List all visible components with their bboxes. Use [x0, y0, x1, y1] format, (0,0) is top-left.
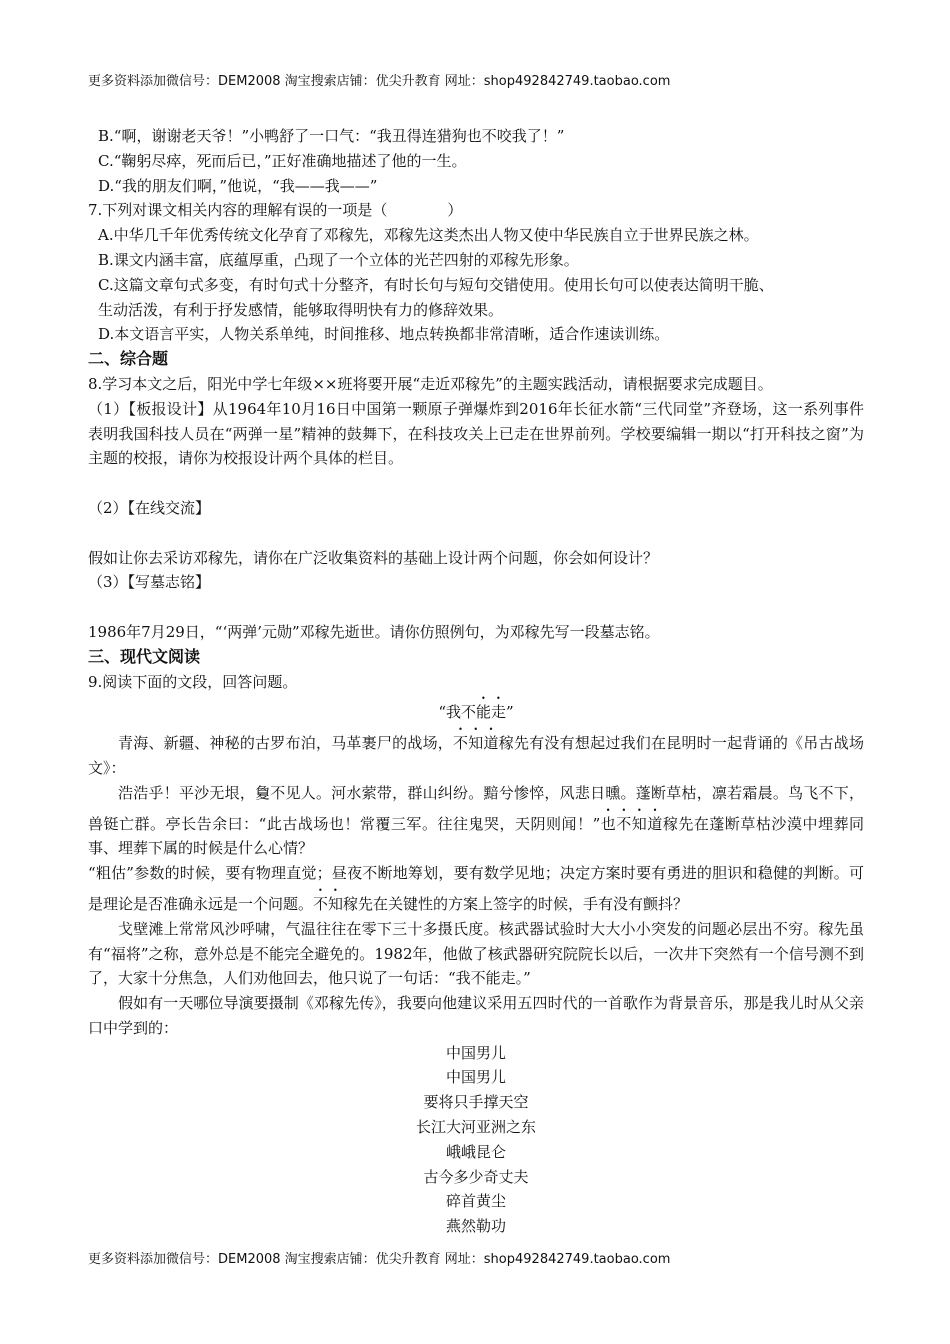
q7-option-c-line2: 生动活泼，有利于抒发感情，能够取得明快有力的修辞效果。 — [98, 300, 504, 319]
q9-stem: 9.阅读下面的文段，回答问题。 — [88, 672, 298, 691]
q7-option-b: B.课文内涵丰富，底蕴厚重，凸现了一个立体的光芒四射的邓稼先形象。 — [98, 250, 579, 269]
passage-paragraph-4: 戈壁滩上常常风沙呼啸，气温往往在零下三十多摄氏度。核武器试验时大大小小突发的问题必层出不穷。稼先虽有“福将”之称，意外总是不能完全避免的。1982年，他做了核武器研究院院长以后，一次井下突然有一个信号测不到了，大家十分焦急，人们劝他回去，他只说了一句话：“我不能走。” — [88, 919, 864, 988]
text-run: 浩浩乎！平沙无垠，敻不见人。河水萦带，群山纠纷。黯兮惨悴，风悲日曛。蓬断草枯，凛若霜晨。鸟飞不下，兽铤亡群。亭长告余曰：“此古战场也！常覆三军。往往鬼哭，天阴则闻！” — [88, 783, 864, 833]
document-body — [88, 124, 864, 1239]
section-heading-3: 三、现代文阅读 — [88, 646, 201, 666]
text-run: 稼先有没有想起过我们在昆明时一起背诵的《吊古战场文》： — [88, 734, 864, 777]
text-run: 青海、新疆、神秘的古罗布泊，马革裹尸的战场， — [118, 734, 454, 753]
lyric-line: 燕然勒功 — [445, 1217, 506, 1236]
text-run: 稼先在蓬断草枯沙漠中埋葬同事、埋葬下属的时候是什么心情？ — [88, 814, 864, 858]
q7-stem: 7.下列对课文相关内容的理解有误的一项是（ ） — [88, 201, 463, 220]
emphasis-run: 不知道 — [453, 734, 499, 753]
passage-paragraph-3 — [88, 861, 864, 917]
section-heading-2: 二、综合题 — [88, 349, 169, 369]
lyric-line: 中国男儿 — [445, 1068, 506, 1087]
q6-option-c: C.“鞠躬尽瘁，死而后已，”正好准确地描述了他的一生。 — [98, 151, 467, 170]
page-header: 更多资料添加微信号：DEM2008 淘宝搜索店铺：优尖升教育 网址：shop492842749.taobao.com — [88, 74, 671, 89]
emphasis-run: 不知 — [313, 894, 344, 913]
title-part: “我不 — [438, 703, 476, 722]
q8-part2-label: （2）【在线交流】 — [88, 498, 211, 517]
passage-paragraph-1 — [88, 725, 864, 781]
lyric-line: 古今多少奇丈夫 — [423, 1167, 529, 1186]
q8-stem: 8.学习本文之后，阳光中学七年级××班将要开展“走近邓稼先”的主题实践活动，请根据要求完成题目。 — [88, 374, 773, 393]
q7-option-c-line1: C.这篇文章句式多变，有时句式十分整齐，有时长句与短句交错使用。使用长句可以使表达简明干脆、 — [98, 275, 774, 294]
q8-part3-label: （3）【写墓志铭】 — [88, 573, 211, 592]
song-lyrics — [88, 1041, 864, 1239]
lyric-line: 中国男儿 — [445, 1043, 506, 1062]
passage-paragraph-5: 假如有一天哪位导演要摄制《邓稼先传》，我要向他建议采用五四时代的一首歌作为背景音乐，那是我儿时从父亲口中学到的： — [88, 994, 864, 1037]
passage-title — [88, 694, 864, 725]
text-run: “粗估”参数的时候，要有物理直觉；昼夜不断地筹划，要有数学见地；决定方案时要有勇进的胆识和稳健的判断。可是理论是否准确永远是一个问题。 — [88, 864, 864, 913]
q8-part3-question: 1986年7月29日，“‘两弹’元勋”邓稼先逝世。请你仿照例句，为邓稼先写一段墓志铭。 — [88, 622, 660, 641]
lyric-line: 长江大河亚洲之东 — [415, 1118, 536, 1137]
page-footer: 更多资料添加微信号：DEM2008 淘宝搜索店铺：优尖升教育 网址：shop492842749.taobao.com — [88, 1252, 671, 1267]
text-run: 稼先在关键性的方案上签字的时候，手有没有颤抖？ — [343, 894, 689, 913]
q6-option-b: B.“啊，谢谢老天爷！”小鸭舒了一口气：“我丑得连猎狗也不咬我了！” — [98, 127, 565, 145]
q7-option-d: D.本文语言平实，人物关系单纯，时间推移、地点转换都非常清晰，适合作速读训练。 — [98, 325, 670, 344]
title-part: ” — [506, 703, 514, 722]
emphasis-run: 也不知道 — [600, 814, 663, 833]
lyric-line: 碎首黄尘 — [445, 1192, 506, 1211]
answer-space — [88, 471, 864, 496]
q8-part1: （1）【板报设计】从1964年10月16日中国第一颗原子弹爆炸到2016年长征水箭“三代同堂”齐登场，这一系列事件表明我国科技人员在“两弹一星”精神的鼓舞下，在科技攻关上已走在世界前列。学校要编辑一期以“打开科技之窗”为主题的校报，请你为校报设计两个具体的栏目。 — [88, 399, 864, 468]
title-emphasis: 能走 — [475, 703, 506, 722]
q8-part2-question: 假如让你去采访邓稼先，请你在广泛收集资料的基础上设计两个问题，你会如何设计？ — [88, 548, 659, 567]
q7-option-a: A.中华几千年优秀传统文化孕育了邓稼先，邓稼先这类杰出人物又使中华民族自立于世界民族之林。 — [98, 226, 759, 245]
passage-paragraph-2 — [88, 781, 864, 861]
lyric-line: 要将只手撑天空 — [423, 1093, 529, 1112]
lyric-line: 峨峨昆仑 — [445, 1142, 506, 1161]
answer-space — [88, 521, 864, 546]
answer-space — [88, 595, 864, 620]
q6-option-d: D.“我的朋友们啊，”他说，“我——我——” — [98, 176, 378, 195]
